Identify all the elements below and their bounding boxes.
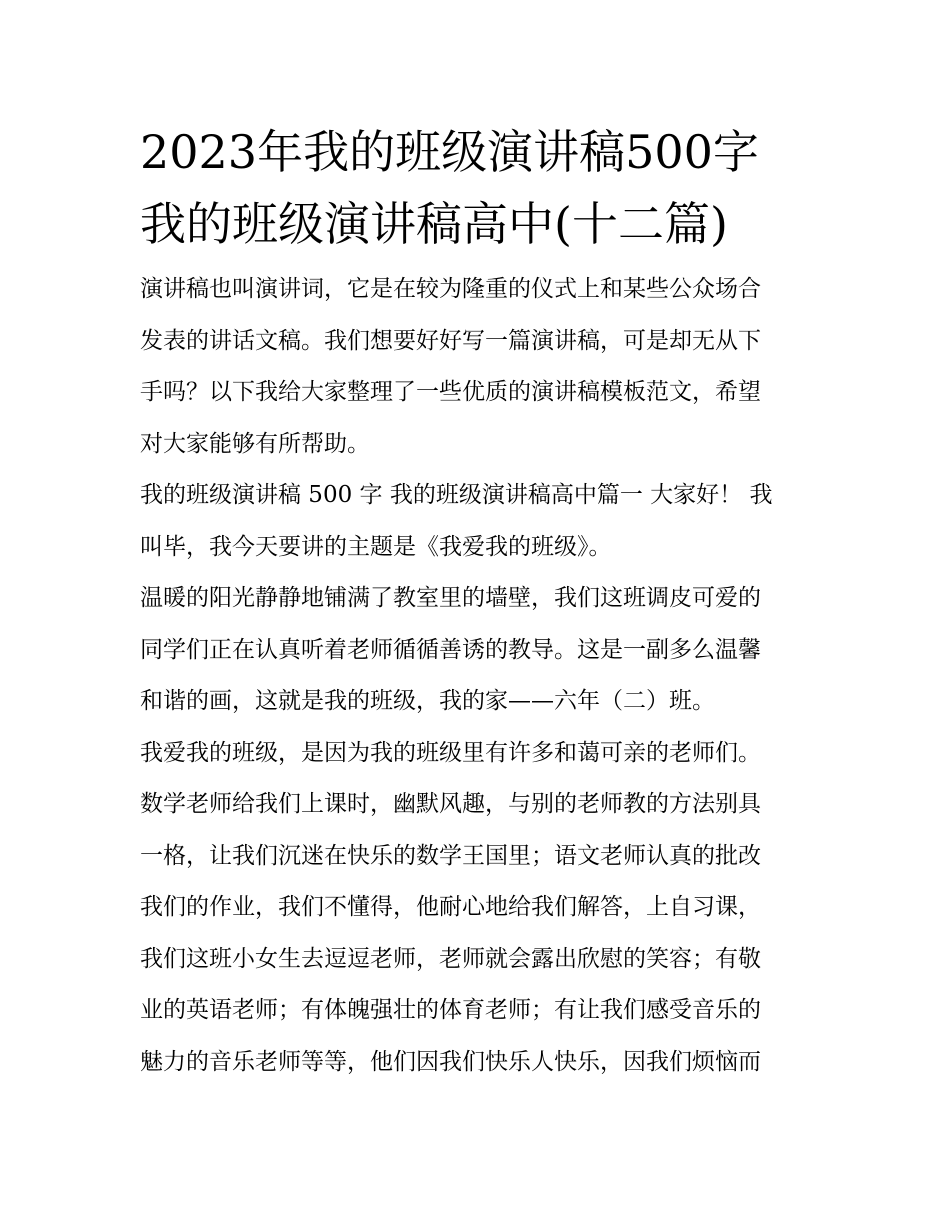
text-line: 我的班级演讲稿 500 字 我的班级演讲稿高中篇一 大家好！ 我 <box>140 482 773 508</box>
section-heading-paragraph <box>140 470 812 573</box>
text-line: 我们这班小女生去逗逗老师，老师就会露出欣慰的笑容；有敬 <box>140 945 761 972</box>
body-paragraph <box>140 728 812 1089</box>
text-line: 和谐的画，这就是我的班级，我的家——六年（二）班。 <box>140 688 715 714</box>
text-line: 一格，让我们沉迷在快乐的数学王国里；语文老师认真的批改 <box>140 842 761 869</box>
text-line: 发表的讲话文稿。我们想要好好写一篇演讲稿，可是却无从下 <box>140 327 761 354</box>
text-line: 对大家能够有所帮助。 <box>140 430 370 457</box>
text-line: 业的英语老师；有体魄强壮的体育老师；有让我们感受音乐的 <box>140 997 761 1023</box>
text-line: 叫毕，我今天要讲的主题是《我爱我的班级》。 <box>140 533 612 560</box>
text-line: 我们的作业，我们不懂得，他耐心地给我们解答，上自习课， <box>140 894 761 920</box>
body-paragraph <box>140 573 812 728</box>
text-line: 演讲稿也叫演讲词，它是在较为隆重的仪式上和某些公众场合 <box>140 276 761 302</box>
intro-paragraph <box>140 264 812 470</box>
title-line-1: 2023年我的班级演讲稿500字 <box>140 125 759 179</box>
document-body <box>140 264 812 1088</box>
title-line-2: 我的班级演讲稿高中(十二篇) <box>140 197 728 251</box>
text-line: 数学老师给我们上课时，幽默风趣，与别的老师教的方法别具 <box>140 791 761 817</box>
text-line: 手吗？以下我给大家整理了一些优质的演讲稿模板范文，希望 <box>140 379 761 405</box>
document-title <box>140 116 812 260</box>
text-line: 魅力的音乐老师等等，他们因我们快乐人快乐，因我们烦恼而 <box>140 1048 761 1075</box>
text-line: 温暖的阳光静静地铺满了教室里的墙壁，我们这班调皮可爱的 <box>140 585 761 611</box>
text-line: 同学们正在认真听着老师循循善诱的教导。这是一副多么温馨 <box>140 636 761 663</box>
document-content <box>140 116 812 1088</box>
text-line: 我爱我的班级，是因为我的班级里有许多和蔼可亲的老师们。 <box>140 739 761 766</box>
